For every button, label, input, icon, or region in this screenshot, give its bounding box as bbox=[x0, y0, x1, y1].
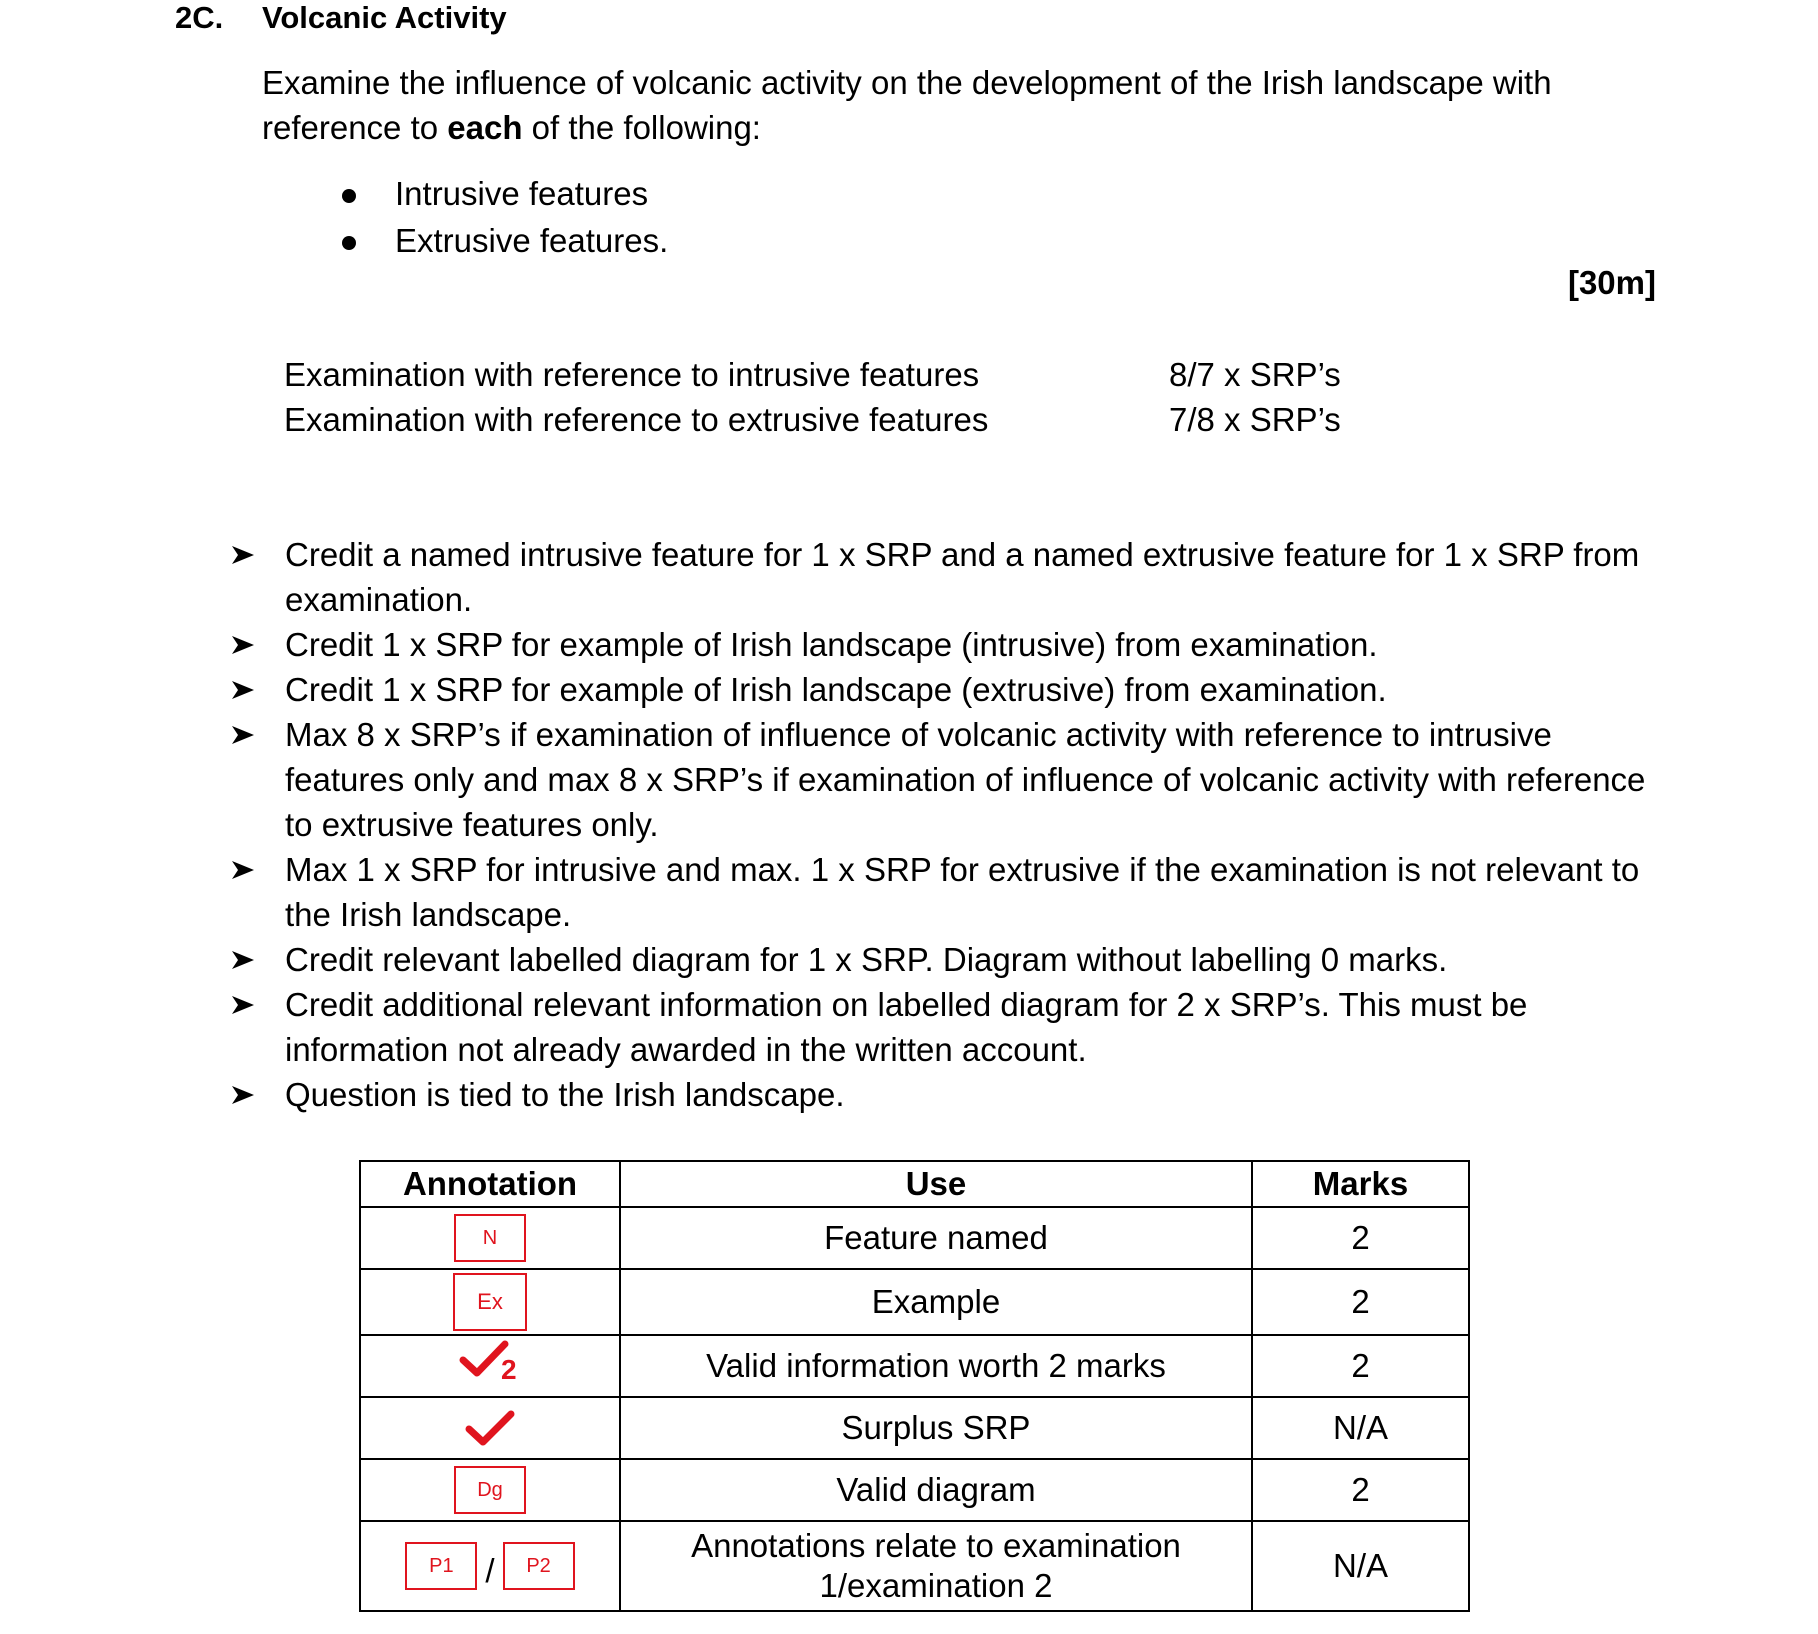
guideline-item bbox=[226, 712, 1646, 847]
use-cell bbox=[620, 1521, 1252, 1611]
p1-annotation-box: P1 bbox=[405, 1542, 477, 1590]
tick-two-label: 2 bbox=[501, 1354, 517, 1385]
n-annotation-box: N bbox=[454, 1214, 526, 1262]
guideline-item bbox=[226, 667, 1646, 712]
tick-icon bbox=[464, 1409, 516, 1449]
feature-list-item: Intrusive features bbox=[330, 170, 668, 217]
use-cell: Feature named bbox=[620, 1207, 1252, 1269]
table-row bbox=[360, 1459, 1469, 1521]
marks-cell: N/A bbox=[1252, 1397, 1469, 1459]
annotation-cell bbox=[360, 1269, 620, 1335]
srp-breakdown bbox=[284, 352, 1384, 442]
guideline-text: Credit 1 x SRP for example of Irish landscape (intrusive) from examination. bbox=[285, 626, 1378, 663]
marks-cell: 2 bbox=[1252, 1207, 1469, 1269]
arrowhead-bullet-icon bbox=[231, 635, 255, 655]
use-cell: Surplus SRP bbox=[620, 1397, 1252, 1459]
guideline-text: Credit a named intrusive feature for 1 x SRP and a named extrusive feature for 1 x SRP from examination. bbox=[285, 536, 1640, 618]
guideline-text: Max 8 x SRP’s if examination of influence of volcanic activity with reference to intrusive features only and max 8 x SRP’s if examination of influence of volcanic activity with reference to extrusive features only. bbox=[285, 716, 1646, 843]
prompt-emphasis: each bbox=[447, 109, 523, 146]
arrowhead-bullet-icon bbox=[231, 995, 255, 1015]
table-header-row bbox=[360, 1161, 1469, 1207]
table-row bbox=[360, 1521, 1469, 1611]
table-row bbox=[360, 1335, 1469, 1397]
annotation-cell bbox=[360, 1335, 620, 1397]
tick-two-annotation bbox=[459, 1338, 521, 1386]
table-row bbox=[360, 1269, 1469, 1335]
annotation-cell bbox=[360, 1521, 620, 1611]
annotation-table bbox=[359, 1160, 1470, 1612]
column-header-annotation: Annotation bbox=[360, 1161, 620, 1207]
guideline-text: Credit 1 x SRP for example of Irish landscape (extrusive) from examination. bbox=[285, 671, 1387, 708]
guideline-item bbox=[226, 622, 1646, 667]
marks-cell: 2 bbox=[1252, 1335, 1469, 1397]
question-title: Volcanic Activity bbox=[262, 0, 507, 35]
annotation-cell bbox=[360, 1207, 620, 1269]
guideline-text: Max 1 x SRP for intrusive and max. 1 x SRP for extrusive if the examination is not relevant to the Irish landscape. bbox=[285, 851, 1640, 933]
guideline-item bbox=[226, 982, 1646, 1072]
table-row bbox=[360, 1397, 1469, 1459]
use-cell: Valid diagram bbox=[620, 1459, 1252, 1521]
ex-annotation-box: Ex bbox=[453, 1273, 527, 1331]
feature-list-item: Extrusive features. bbox=[330, 217, 668, 264]
table-row bbox=[360, 1207, 1469, 1269]
srp-label: Examination with reference to extrusive features bbox=[284, 401, 989, 438]
guideline-text: Question is tied to the Irish landscape. bbox=[285, 1076, 845, 1113]
srp-value: 8/7 x SRP’s bbox=[1169, 356, 1341, 393]
arrowhead-bullet-icon bbox=[231, 950, 255, 970]
feature-list bbox=[330, 170, 668, 264]
guideline-item bbox=[226, 532, 1646, 622]
question-prompt bbox=[262, 60, 1662, 150]
guideline-text: Credit additional relevant information on labelled diagram for 2 x SRP’s. This must be information not already awarded in the written account. bbox=[285, 986, 1528, 1068]
use-cell: Example bbox=[620, 1269, 1252, 1335]
total-marks: [30m] bbox=[1567, 264, 1656, 301]
srp-row bbox=[284, 397, 1384, 442]
marks-cell: N/A bbox=[1252, 1521, 1469, 1611]
guideline-text: Credit relevant labelled diagram for 1 x SRP. Diagram without labelling 0 marks. bbox=[285, 941, 1448, 978]
p2-annotation-box: P2 bbox=[503, 1542, 575, 1590]
use-text-line: 1/examination 2 bbox=[819, 1567, 1053, 1604]
guideline-item bbox=[226, 847, 1646, 937]
column-header-use: Use bbox=[620, 1161, 1252, 1207]
marking-guidelines bbox=[226, 532, 1646, 1117]
marks-cell: 2 bbox=[1252, 1269, 1469, 1335]
annotation-separator: / bbox=[485, 1552, 495, 1589]
use-cell: Valid information worth 2 marks bbox=[620, 1335, 1252, 1397]
arrowhead-bullet-icon bbox=[231, 545, 255, 565]
arrowhead-bullet-icon bbox=[231, 1085, 255, 1105]
guideline-item bbox=[226, 1072, 1646, 1117]
question-number: 2C. bbox=[175, 0, 224, 35]
arrowhead-bullet-icon bbox=[231, 860, 255, 880]
guideline-item bbox=[226, 937, 1646, 982]
srp-row bbox=[284, 352, 1384, 397]
prompt-text-2: of the following: bbox=[522, 109, 761, 146]
dg-annotation-box: Dg bbox=[454, 1466, 526, 1514]
annotation-cell bbox=[360, 1397, 620, 1459]
column-header-marks: Marks bbox=[1252, 1161, 1469, 1207]
arrowhead-bullet-icon bbox=[231, 725, 255, 745]
prompt-text-1: Examine the influence of volcanic activity on the development of the Irish landscape with reference to bbox=[262, 64, 1552, 146]
arrowhead-bullet-icon bbox=[231, 680, 255, 700]
srp-value: 7/8 x SRP’s bbox=[1169, 401, 1341, 438]
srp-label: Examination with reference to intrusive features bbox=[284, 356, 980, 393]
annotation-cell bbox=[360, 1459, 620, 1521]
use-text-line: Annotations relate to examination bbox=[691, 1527, 1181, 1564]
marks-cell: 2 bbox=[1252, 1459, 1469, 1521]
